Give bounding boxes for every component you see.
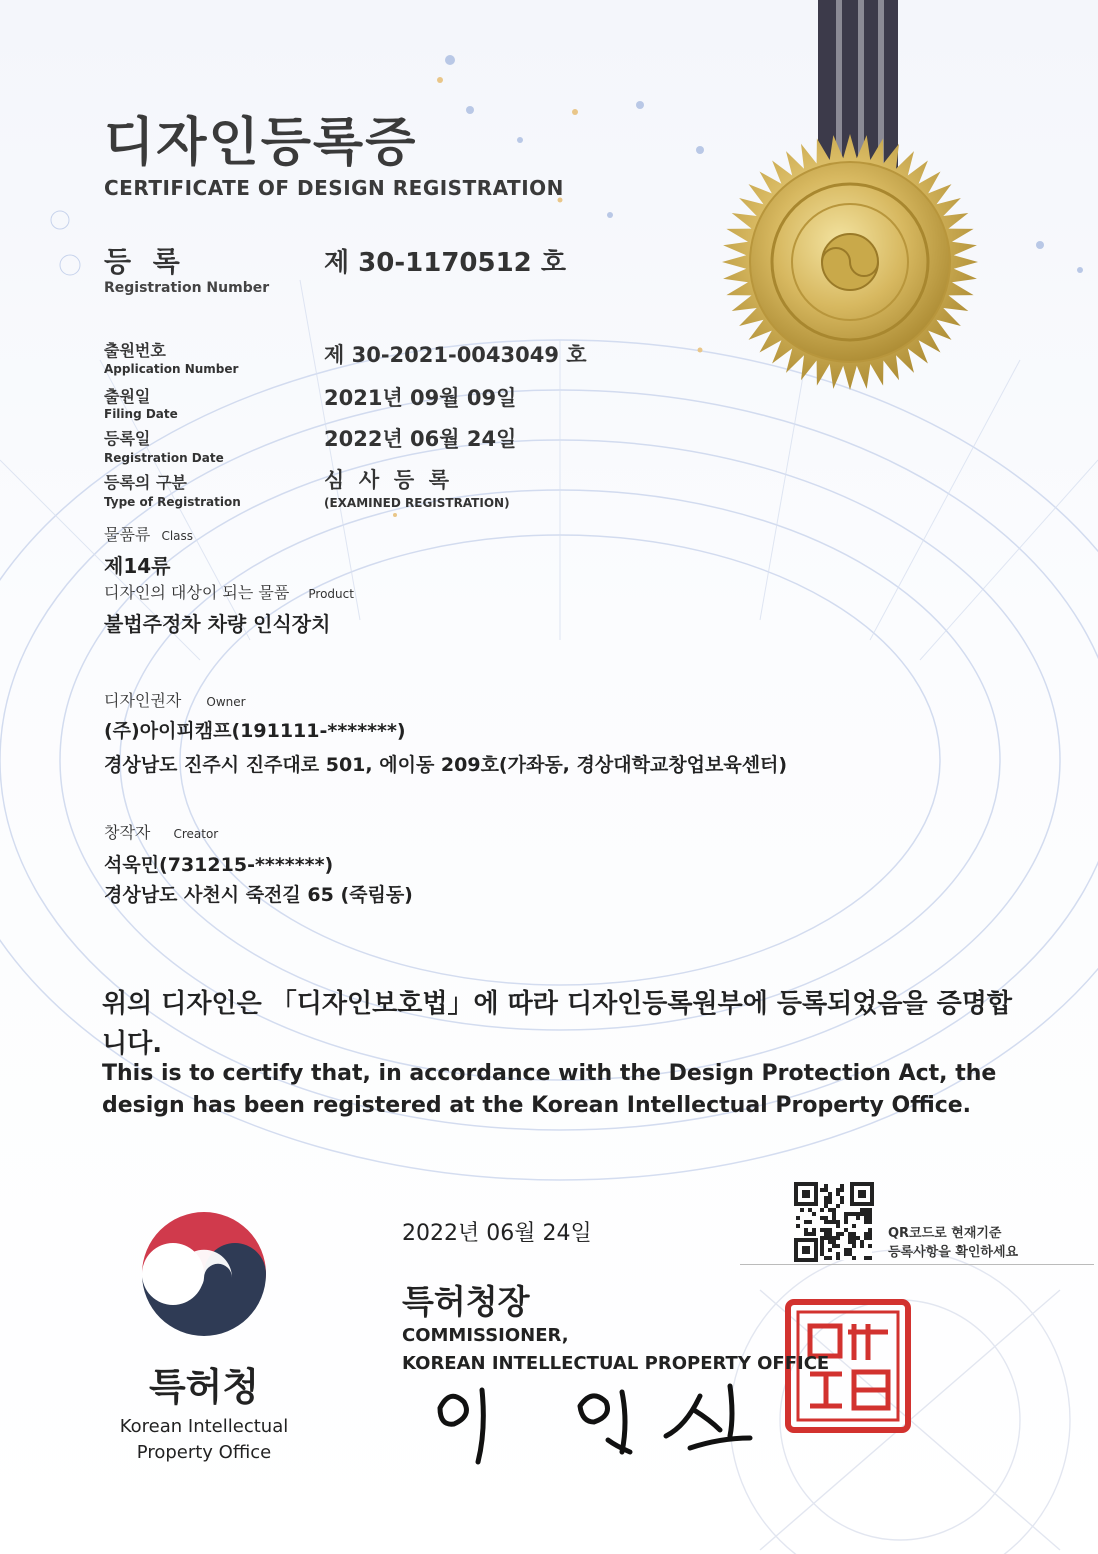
registration-label-en: Registration Number [104, 280, 270, 296]
office-name-en [104, 1414, 304, 1466]
commissioner-title-en [402, 1322, 829, 1378]
registration-type-value: 심 사 등 록 [324, 468, 450, 492]
class-value: 제14류 [104, 554, 171, 578]
registration-date-value: 2022년 06월 24일 [324, 427, 517, 451]
product-label [104, 580, 354, 603]
creator-label-en: Creator [173, 827, 219, 841]
qr-instruction-line2: 등록사항을 확인하세요 [888, 1245, 1019, 1260]
office-name-ko: 특허청 [148, 1365, 260, 1409]
registration-type-label-en: Type of Registration [104, 495, 241, 509]
registration-date-label-ko: 등록일 [104, 429, 151, 448]
creator-address: 경상남도 사천시 죽전길 65 (죽림동) [104, 884, 413, 906]
class-label-en: Class [161, 529, 194, 543]
certificate-title-en: CERTIFICATE OF DESIGN REGISTRATION [104, 176, 564, 200]
qr-code-icon [796, 1184, 872, 1260]
qr-instruction [888, 1224, 1018, 1262]
application-number-label-en: Application Number [104, 362, 239, 376]
filing-date-label-ko: 출원일 [104, 387, 151, 406]
creator-label-ko: 창작자 [104, 823, 151, 842]
owner-label-ko: 디자인권자 [104, 691, 182, 710]
office-name-en-line1: Korean Intellectual [119, 1416, 289, 1437]
product-value: 불법주정차 차량 인식장치 [104, 612, 331, 636]
filing-date-label-en: Filing Date [104, 407, 178, 421]
registration-type-sub-value: (EXAMINED REGISTRATION) [324, 496, 510, 510]
filing-date-value: 2021년 09월 09일 [324, 386, 517, 410]
kipo-logo-icon [142, 1212, 266, 1336]
owner-label-en: Owner [206, 695, 246, 709]
creator-label [104, 820, 218, 843]
commissioner-title-ko: 특허청장 [402, 1282, 530, 1321]
registration-number: 제 30-1170512 호 [324, 248, 566, 278]
gold-seal-icon [722, 134, 978, 390]
qr-instruction-line1: QR코드로 현재기준 [888, 1226, 1002, 1241]
owner-address: 경상남도 진주시 진주대로 501, 에이동 209호(가좌동, 경상대학교창업보육센터) [104, 754, 788, 776]
issue-date: 2022년 06월 24일 [402, 1221, 592, 1246]
owner-name: (주)아이피캠프(191111-*******) [104, 720, 406, 742]
divider [740, 1264, 1094, 1265]
application-number-label-ko: 출원번호 [104, 341, 166, 360]
certification-statement-ko: 위의 디자인은 「디자인보호법」에 따라 디자인등록원부에 등록되었음을 증명합니다. [102, 989, 1013, 1059]
registration-label-ko: 등 록 [104, 245, 186, 278]
registration-type-label-ko: 등록의 구분 [104, 473, 187, 492]
office-name-en-line2: Property Office [136, 1442, 272, 1463]
product-label-en: Product [308, 587, 354, 601]
application-number-value: 제 30-2021-0043049 호 [324, 343, 587, 367]
creator-name: 석욱민(731215-*******) [104, 854, 334, 876]
registration-date-label-en: Registration Date [104, 451, 224, 465]
certificate-title-ko: 디자인등록증 [104, 113, 418, 173]
class-label [104, 522, 193, 545]
owner-label [104, 688, 246, 711]
class-label-ko: 물품류 [104, 525, 151, 544]
commissioner-title-en-line1: COMMISSIONER, [402, 1325, 569, 1346]
certification-statement-en: This is to certify that, in accordance with the Design Protection Act, the design has been registered at the Korean Intellectual Property Office. [102, 1061, 997, 1118]
commissioner-title-en-line2: KOREAN INTELLECTUAL PROPERTY OFFICE [402, 1353, 830, 1374]
product-label-ko: 디자인의 대상이 되는 물품 [104, 583, 290, 602]
